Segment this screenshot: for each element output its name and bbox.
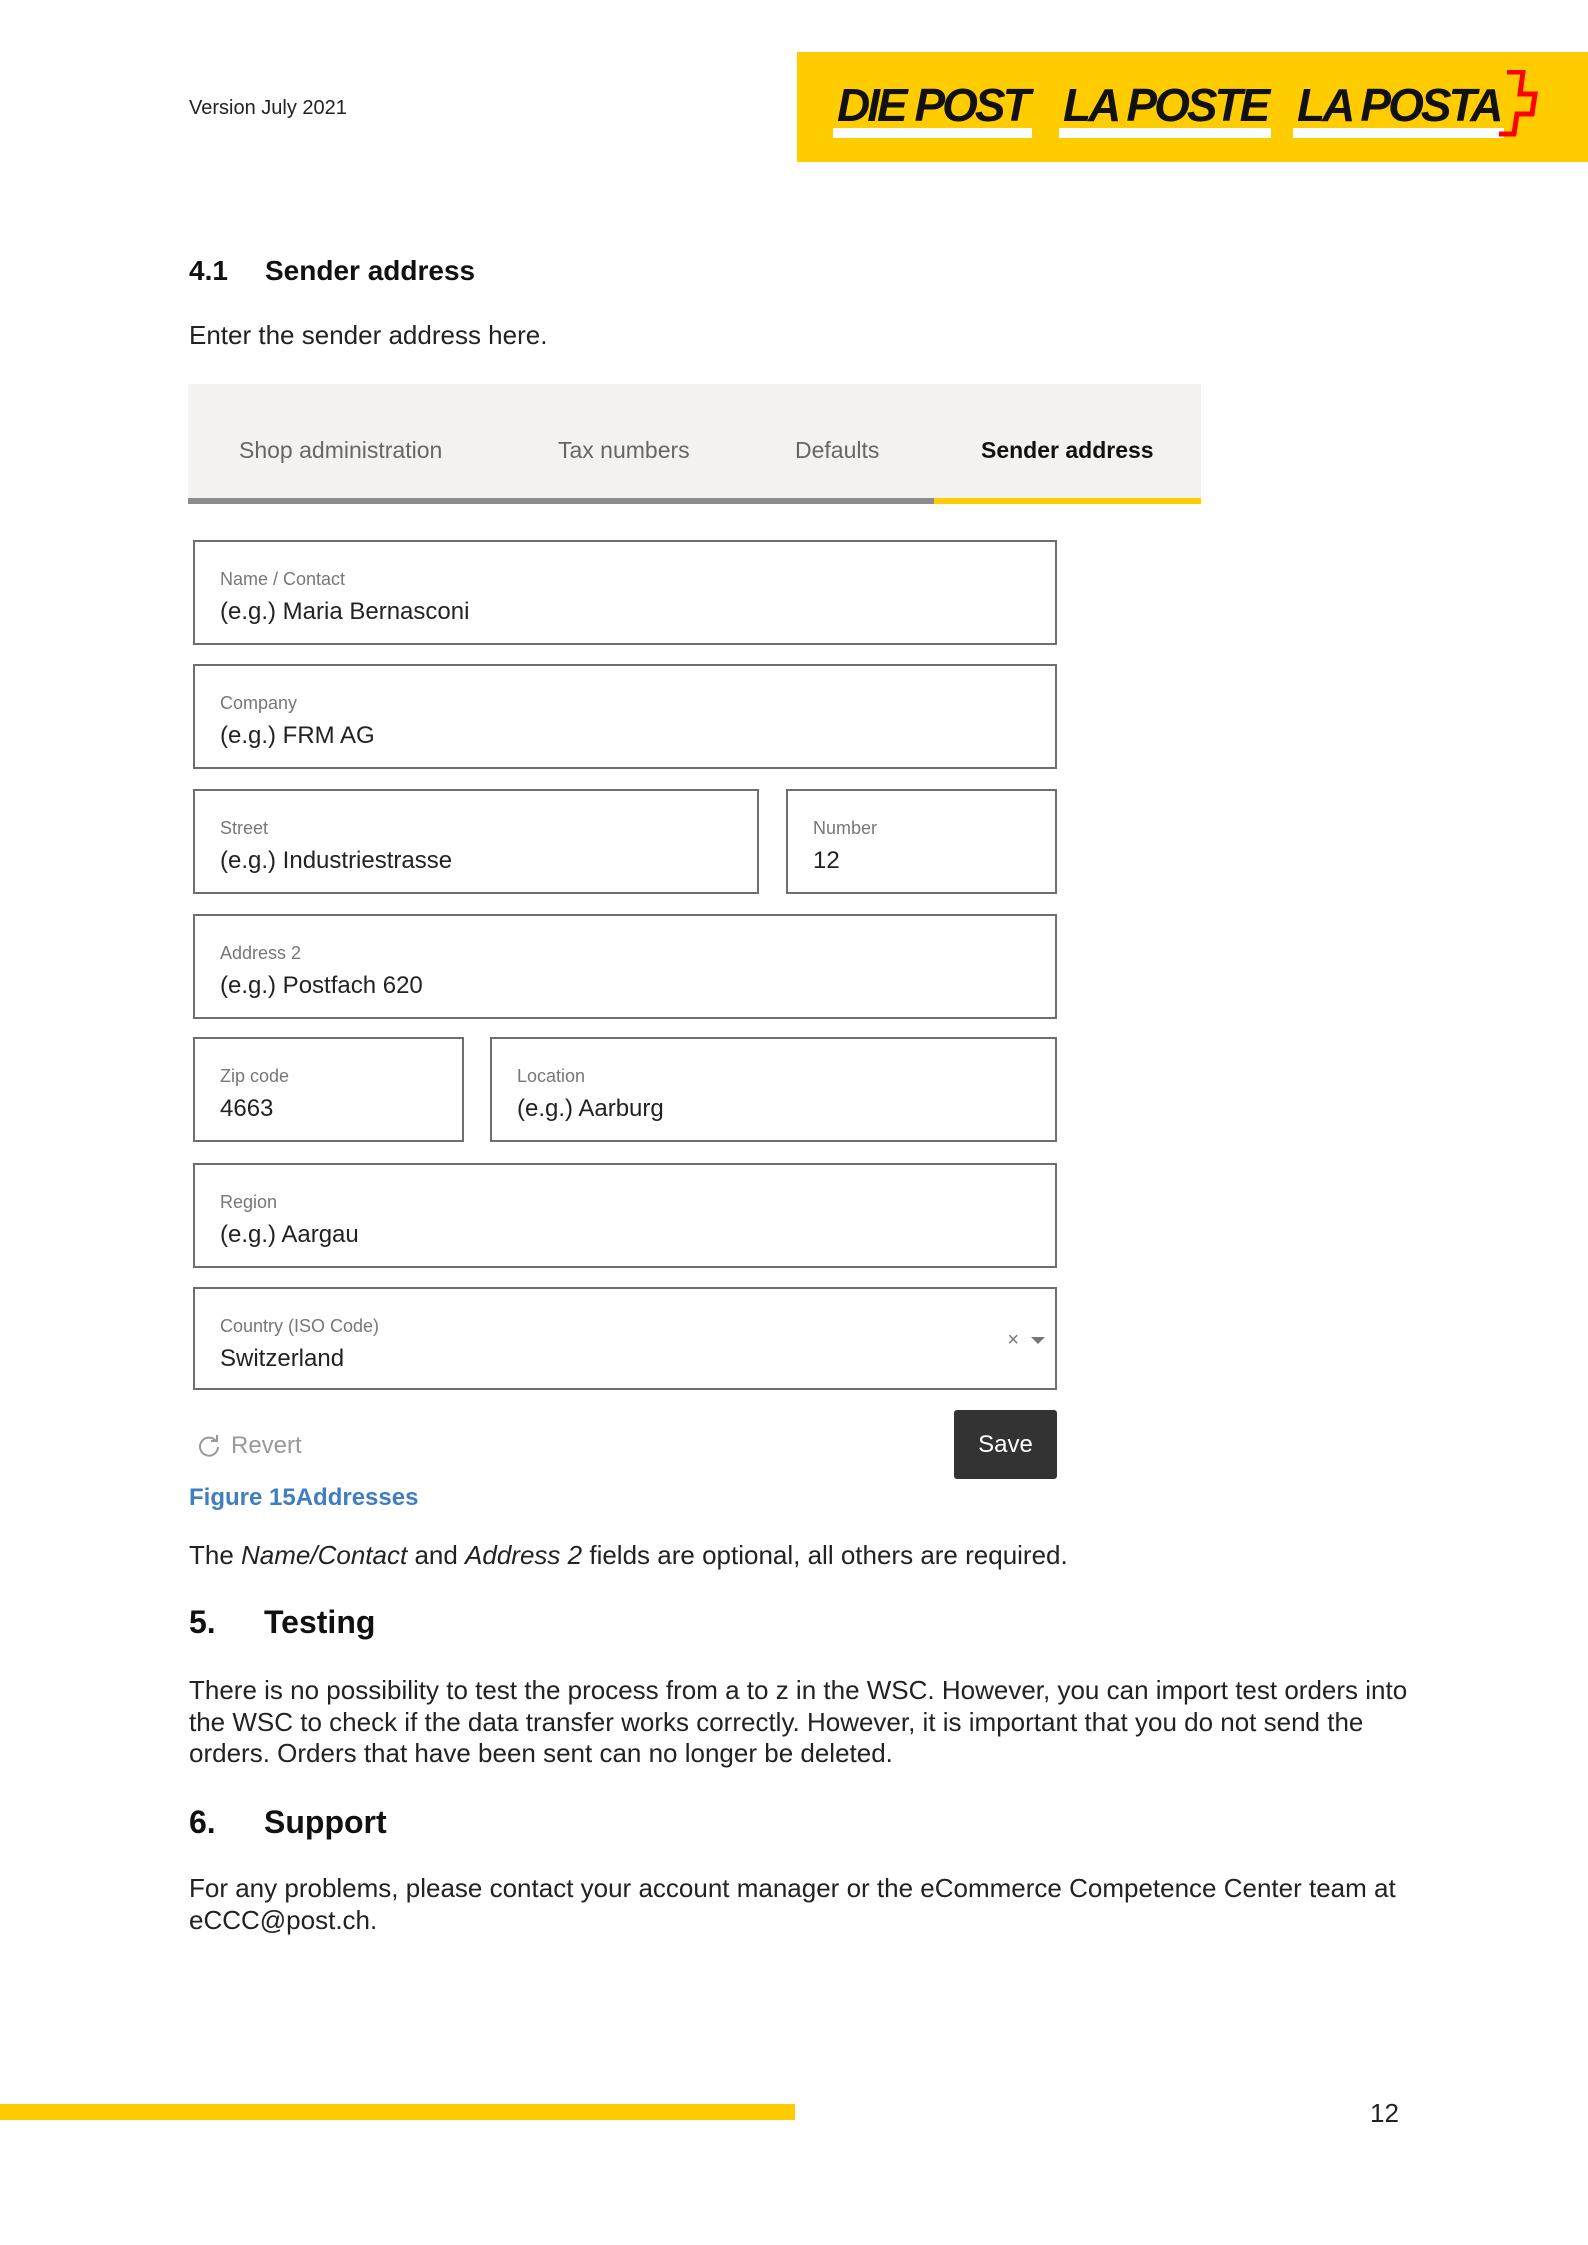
company-field[interactable] bbox=[193, 664, 1057, 769]
number-field[interactable] bbox=[786, 789, 1057, 894]
note-emphasis: Name/Contact bbox=[241, 1540, 408, 1570]
testing-paragraph: There is no possibility to test the process from a to z in the WSC. However, you can import test orders into the WSC to check if the data transfer works correctly. However, it is important that you do not send the orders. Orders that have been sent can no longer be deleted. bbox=[189, 1675, 1408, 1768]
location-field[interactable] bbox=[490, 1037, 1057, 1142]
field-value: 4663 bbox=[220, 1095, 274, 1122]
address2-field[interactable] bbox=[193, 914, 1057, 1019]
post-logo bbox=[797, 52, 1588, 162]
field-label: Country (ISO Code) bbox=[220, 1316, 380, 1336]
field-value: (e.g.) Aargau bbox=[220, 1221, 359, 1248]
tab-underline bbox=[188, 498, 934, 504]
field-value: (e.g.) Aarburg bbox=[517, 1095, 664, 1122]
field-value: (e.g.) Postfach 620 bbox=[220, 972, 423, 999]
section-title: Sender address bbox=[265, 255, 476, 286]
section-title: Support bbox=[264, 1804, 387, 1840]
logo-word-die-post: DIE POST bbox=[833, 82, 1032, 138]
page-number: 12 bbox=[1370, 2098, 1399, 2128]
field-label: Number bbox=[813, 818, 878, 838]
logo-word-la-posta: LA POSTA bbox=[1293, 82, 1504, 138]
street-field[interactable] bbox=[193, 789, 759, 894]
country-select[interactable] bbox=[193, 1287, 1057, 1390]
note-text: and bbox=[407, 1540, 466, 1570]
field-value: Switzerland bbox=[220, 1345, 345, 1372]
support-paragraph: For any problems, please contact your account manager or the eCommerce Competence Center team at eCCC@post.ch. bbox=[189, 1873, 1396, 1935]
section-intro: Enter the sender address here. bbox=[189, 320, 548, 350]
zip-code-field[interactable] bbox=[193, 1037, 464, 1142]
note-text: fields are optional, all others are required. bbox=[582, 1540, 1068, 1570]
section-number: 6. bbox=[189, 1804, 216, 1840]
version-label: Version July 2021 bbox=[189, 97, 347, 119]
field-label: Company bbox=[220, 693, 298, 713]
note-emphasis: Address 2 bbox=[465, 1540, 583, 1570]
swiss-cross-icon bbox=[1497, 70, 1547, 138]
revert-label: Revert bbox=[231, 1432, 302, 1459]
revert-button[interactable] bbox=[197, 1432, 302, 1460]
tab-tax-numbers[interactable]: Tax numbers bbox=[558, 437, 690, 463]
field-label: Zip code bbox=[220, 1066, 290, 1086]
field-value: (e.g.) Maria Bernasconi bbox=[220, 598, 470, 625]
field-label: Location bbox=[517, 1066, 586, 1086]
field-label: Name / Contact bbox=[220, 569, 346, 589]
chevron-down-icon[interactable] bbox=[1031, 1337, 1045, 1344]
logo-word-la-poste: LA POSTE bbox=[1059, 82, 1271, 138]
region-field[interactable] bbox=[193, 1163, 1057, 1268]
field-label: Address 2 bbox=[220, 943, 302, 963]
name-contact-field[interactable] bbox=[193, 540, 1057, 645]
active-tab-indicator bbox=[934, 498, 1201, 504]
tab-defaults[interactable]: Defaults bbox=[795, 437, 880, 463]
footer-bar bbox=[0, 2104, 795, 2120]
field-label: Street bbox=[220, 818, 269, 838]
field-value: (e.g.) Industriestrasse bbox=[220, 847, 453, 874]
tab-bar bbox=[188, 384, 1201, 504]
tab-sender-address[interactable]: Sender address bbox=[981, 437, 1154, 463]
section-number: 4.1 bbox=[189, 255, 228, 286]
clear-icon[interactable]: × bbox=[1007, 1329, 1019, 1351]
refresh-icon bbox=[197, 1434, 221, 1458]
field-value: (e.g.) FRM AG bbox=[220, 722, 375, 749]
tab-shop-administration[interactable]: Shop administration bbox=[239, 437, 443, 463]
figure-caption: Figure 15Addresses bbox=[189, 1484, 419, 1511]
note-text: The bbox=[189, 1540, 242, 1570]
save-button[interactable]: Save bbox=[954, 1410, 1057, 1479]
section-number: 5. bbox=[189, 1604, 216, 1640]
field-label: Region bbox=[220, 1192, 278, 1212]
section-title: Testing bbox=[264, 1604, 376, 1640]
optional-fields-note bbox=[189, 1540, 1068, 1572]
field-value: 12 bbox=[813, 847, 840, 874]
